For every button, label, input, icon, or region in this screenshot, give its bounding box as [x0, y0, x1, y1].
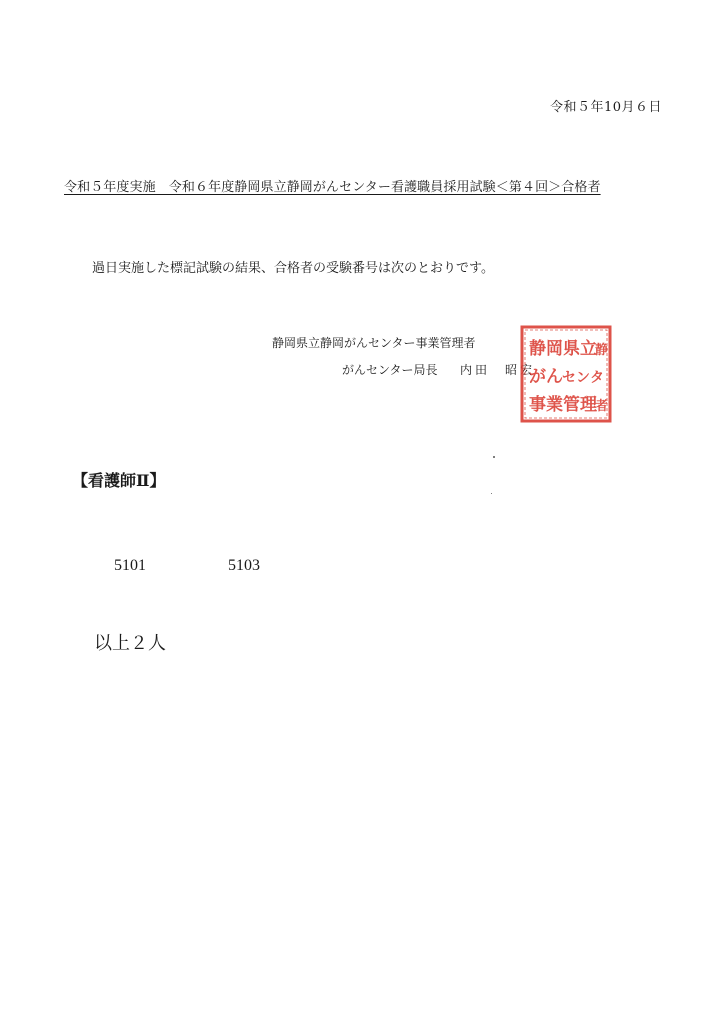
svg-text:業: 業 [546, 395, 563, 415]
svg-text:セ: セ [562, 370, 576, 386]
svg-text:県: 県 [563, 339, 580, 359]
svg-text:ン: ン [576, 370, 590, 386]
total-count: 以上２人 [94, 633, 166, 654]
passing-number: 5101 [114, 557, 146, 574]
svg-text:管: 管 [563, 395, 580, 415]
svg-text:静: 静 [529, 339, 546, 359]
issuer-organization: 静岡県立静岡がんセンター事業管理者 [272, 336, 476, 350]
svg-text:静: 静 [595, 343, 609, 358]
document-title: 令和５年度実施 令和６年度静岡県立静岡がんセンター看護職員採用試験＜第４回＞合格者 [64, 180, 601, 195]
svg-text:タ: タ [590, 370, 604, 386]
svg-text:理: 理 [580, 395, 597, 415]
svg-text:立: 立 [580, 339, 597, 359]
issuer-name: 内田 昭宏 [460, 363, 536, 377]
document-date: 令和５年10月６日 [549, 100, 662, 115]
passing-number: 5103 [228, 557, 260, 574]
section-heading-nurse-ii: 【看護師Ⅱ】 [72, 471, 166, 490]
official-seal-stamp [519, 324, 613, 424]
issuer-position: がんセンター局長 [342, 363, 438, 377]
svg-text:者: 者 [595, 399, 609, 414]
scan-speck [491, 493, 492, 494]
intro-text: 過日実施した標記試験の結果、合格者の受験番号は次のとおりです。 [92, 261, 494, 276]
svg-text:ん: ん [546, 367, 563, 387]
svg-text:が: が [529, 367, 546, 387]
svg-text:事: 事 [529, 395, 546, 415]
scan-speck [493, 456, 495, 458]
svg-text:岡: 岡 [546, 339, 563, 359]
